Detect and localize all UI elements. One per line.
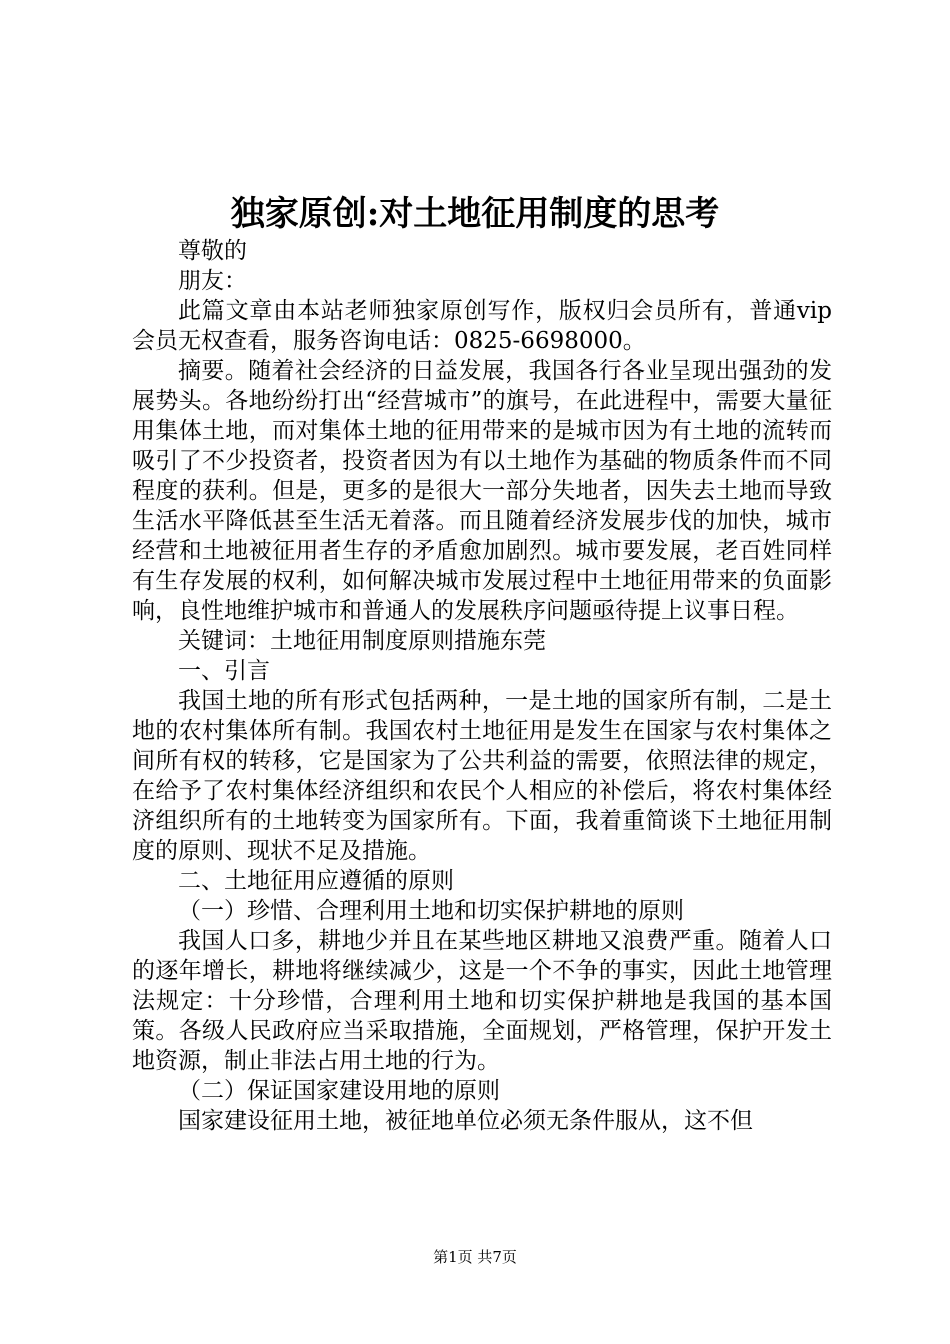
document-title: 独家原创:对土地征用制度的思考 <box>230 194 720 234</box>
page-number-footer: 第1页 共7页 <box>433 1248 517 1266</box>
salutation-line-1: 尊敬的 <box>178 238 247 264</box>
section-heading-principles: 二、土地征用应遵循的原则 <box>178 868 454 894</box>
subsection-heading-1: （一）珍惜、合理利用土地和切实保护耕地的原则 <box>178 898 684 924</box>
document-body <box>132 236 832 1136</box>
intro-paragraph: 我国土地的所有形式包括两种，一是土地的国家所有制，二是土地的农村集体所有制。我国农村土地征用是发生在国家与农村集体之间所有权的转移，它是国家为了公共利益的需要，依照法律的规定，在给予了农村集体经济组织和农民个人相应的补偿后，将农村集体经济组织所有的土地转变为国家所有。下面，我着重简谈下土地征用制度的原则、现状不足及措施。 <box>132 688 832 864</box>
keywords-line: 关键词：土地征用制度原则措施东莞 <box>178 628 546 654</box>
copyright-notice: 此篇文章由本站老师独家原创写作，版权归会员所有，普通vip会员无权查看，服务咨询电话：0825-6698000。 <box>132 298 832 354</box>
subsection-paragraph-1: 我国人口多，耕地少并且在某些地区耕地又浪费严重。随着人口的逐年增长，耕地将继续减少，这是一个不争的事实，因此土地管理法规定：十分珍惜，合理利用土地和切实保护耕地是我国的基本国策。各级人民政府应当采取措施，全面规划，严格管理，保护开发土地资源，制止非法占用土地的行为。 <box>132 928 832 1074</box>
salutation-line-2: 朋友： <box>178 268 247 294</box>
abstract-paragraph: 摘要。随着社会经济的日益发展，我国各行各业呈现出强劲的发展势头。各地纷纷打出“经营城市”的旗号，在此进程中，需要大量征用集体土地，而对集体土地的征用带来的是城市因为有土地的流转而吸引了不少投资者，投资者因为有以土地作为基础的物质条件而不同程度的获利。但是，更多的是很大一部分失地者，因失去土地而导致生活水平降低甚至生活无着落。而且随着经济发展步伐的加快，城市经营和土地被征用者生存的矛盾愈加剧烈。城市要发展，老百姓同样有生存发展的权利，如何解决城市发展过程中土地征用带来的负面影响，良性地维护城市和普通人的发展秩序问题亟待提上议事日程。 <box>132 358 832 624</box>
section-heading-intro: 一、引言 <box>178 658 270 684</box>
subsection-heading-2: （二）保证国家建设用地的原则 <box>178 1078 500 1104</box>
subsection-paragraph-2: 国家建设征用土地，被征地单位必须无条件服从，这不但 <box>178 1108 753 1134</box>
